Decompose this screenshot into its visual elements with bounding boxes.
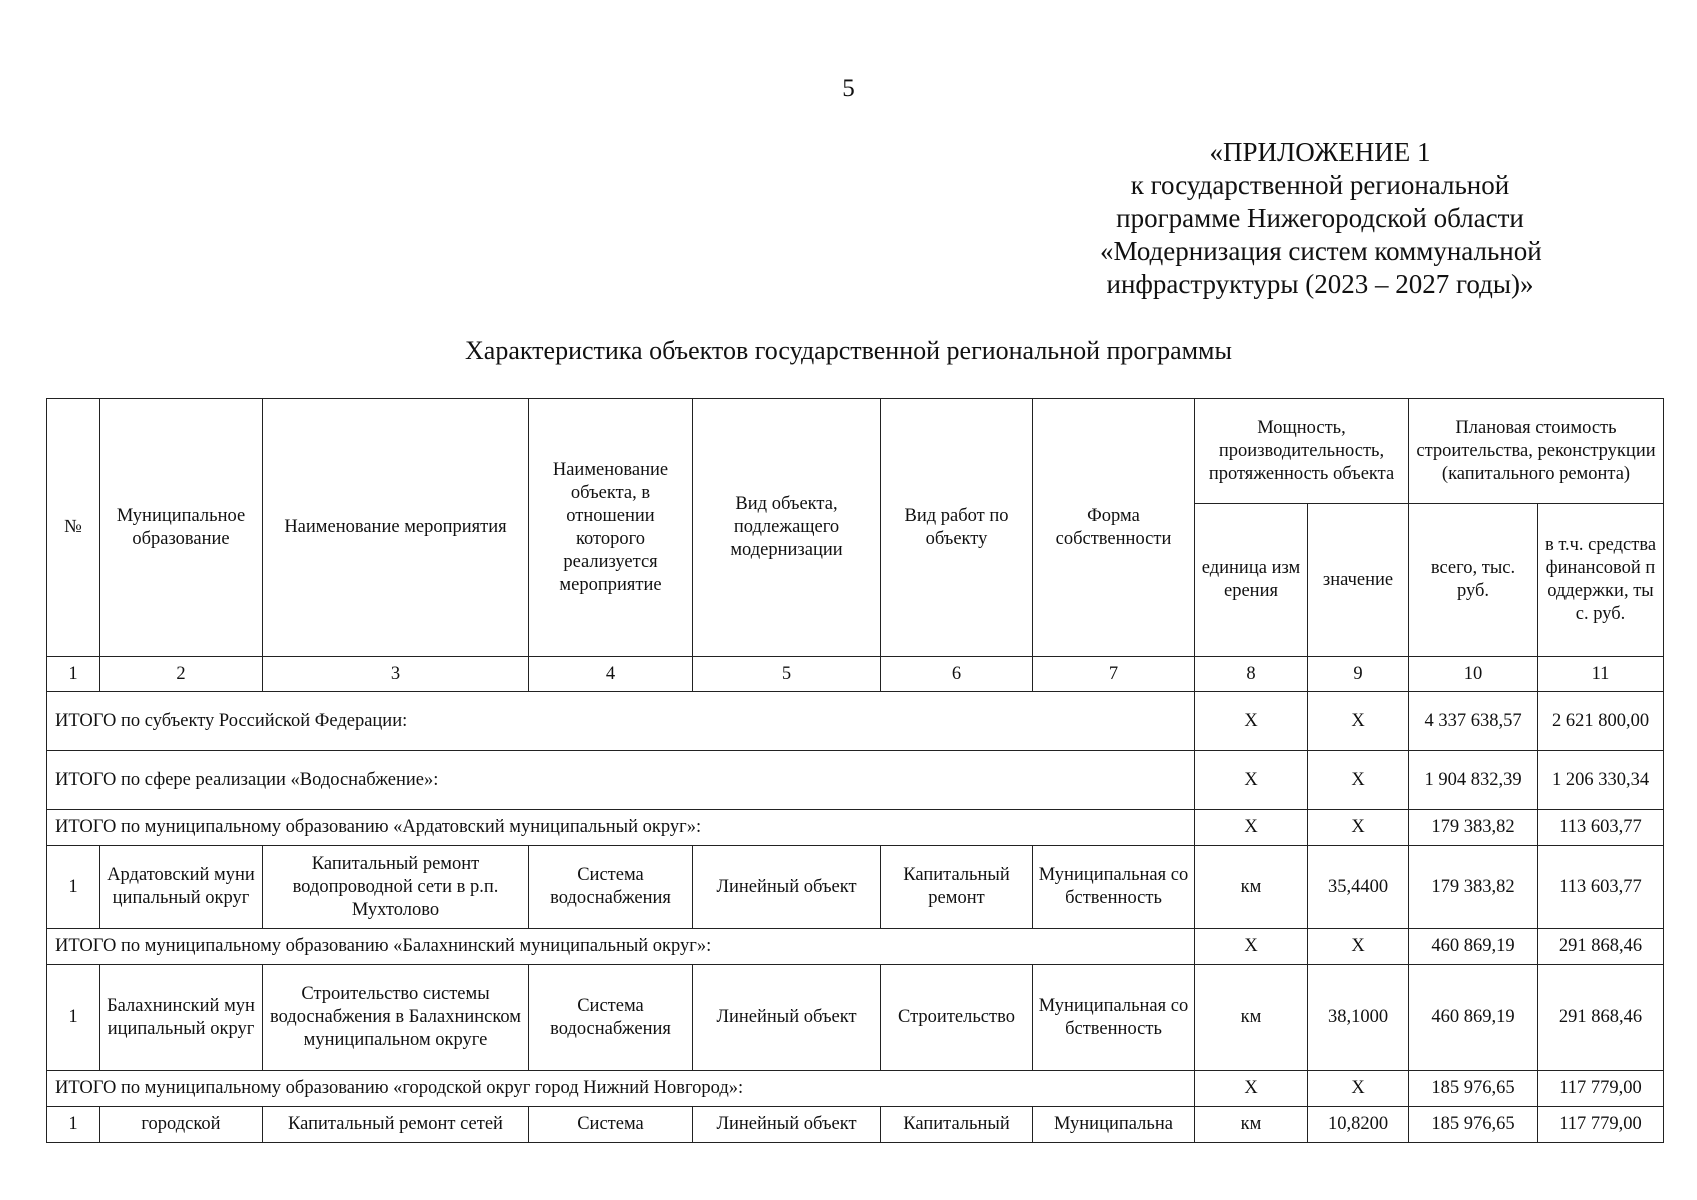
row-object-name: Система водоснабжения <box>529 846 693 929</box>
header-no: № <box>47 399 100 657</box>
total-label: ИТОГО по муниципальному образованию «Балахнинский муниципальный округ»: <box>47 929 1195 965</box>
appendix-heading <box>1100 136 1540 301</box>
total-cost: 1 904 832,39 <box>1409 751 1538 810</box>
total-label: ИТОГО по муниципальному образованию «городской округ город Нижний Новгород»: <box>47 1071 1195 1107</box>
objects-table <box>46 398 1664 1143</box>
column-number: 5 <box>693 657 881 692</box>
column-number: 1 <box>47 657 100 692</box>
total-support: 117 779,00 <box>1538 1071 1664 1107</box>
total-support: 113 603,77 <box>1538 810 1664 846</box>
row-unit: км <box>1195 1107 1308 1143</box>
row-ownership: Муниципальна <box>1033 1107 1195 1143</box>
page-number: 5 <box>842 75 855 102</box>
header-municipality: Муниципальное образование <box>100 399 263 657</box>
row-activity: Капитальный ремонт водопроводной сети в р.п. Мухтолово <box>263 846 529 929</box>
total-value: Х <box>1308 1071 1409 1107</box>
row-activity: Строительство системы водоснабжения в Балахнинском муниципальном округе <box>263 965 529 1071</box>
total-cost: 4 337 638,57 <box>1409 692 1538 751</box>
total-value: Х <box>1308 692 1409 751</box>
column-number: 3 <box>263 657 529 692</box>
row-municipality: Балахнинский муниципальный округ <box>100 965 263 1071</box>
column-numbers-row <box>47 657 1664 692</box>
table-row <box>47 965 1664 1071</box>
column-number: 7 <box>1033 657 1195 692</box>
row-work-type: Строительство <box>881 965 1033 1071</box>
total-label: ИТОГО по муниципальному образованию «Ардатовский муниципальный округ»: <box>47 810 1195 846</box>
row-work-type: Капитальный ремонт <box>881 846 1033 929</box>
row-no: 1 <box>47 1107 100 1143</box>
total-value: Х <box>1308 751 1409 810</box>
header-row <box>47 399 1664 504</box>
row-cost: 185 976,65 <box>1409 1107 1538 1143</box>
row-activity: Капитальный ремонт сетей <box>263 1107 529 1143</box>
column-number: 4 <box>529 657 693 692</box>
column-number: 10 <box>1409 657 1538 692</box>
header-object-name: Наименование объекта, в отношении которого реализуется мероприятие <box>529 399 693 657</box>
total-support: 1 206 330,34 <box>1538 751 1664 810</box>
table-row <box>47 846 1664 929</box>
column-number: 8 <box>1195 657 1308 692</box>
total-label: ИТОГО по сфере реализации «Водоснабжение»: <box>47 751 1195 810</box>
total-cost: 185 976,65 <box>1409 1071 1538 1107</box>
row-object-name: Система <box>529 1107 693 1143</box>
total-value: Х <box>1308 810 1409 846</box>
total-unit: Х <box>1195 929 1308 965</box>
total-unit: Х <box>1195 1071 1308 1107</box>
header-ownership: Форма собственности <box>1033 399 1195 657</box>
total-unit: Х <box>1195 692 1308 751</box>
total-support: 2 621 800,00 <box>1538 692 1664 751</box>
table-row <box>47 1107 1664 1143</box>
row-value: 35,4400 <box>1308 846 1409 929</box>
row-ownership: Муниципальная собственность <box>1033 846 1195 929</box>
header-cost-support: в т.ч. средства финансовой поддержки, тыс. руб. <box>1538 504 1664 657</box>
column-number: 6 <box>881 657 1033 692</box>
appendix-line: инфраструктуры (2023 – 2027 годы)» <box>1106 269 1534 299</box>
total-value: Х <box>1308 929 1409 965</box>
row-no: 1 <box>47 846 100 929</box>
total-row-balakhna <box>47 929 1664 965</box>
header-work-type: Вид работ по объекту <box>881 399 1033 657</box>
document-title: Характеристика объектов государственной региональной программы <box>465 336 1232 365</box>
appendix-line: программе Нижегородской области <box>1116 203 1524 233</box>
column-number: 11 <box>1538 657 1664 692</box>
row-work-type: Капитальный <box>881 1107 1033 1143</box>
total-row-ardatov <box>47 810 1664 846</box>
total-unit: Х <box>1195 810 1308 846</box>
row-object-type: Линейный объект <box>693 846 881 929</box>
header-activity: Наименование мероприятия <box>263 399 529 657</box>
total-row-water <box>47 751 1664 810</box>
row-support: 117 779,00 <box>1538 1107 1664 1143</box>
header-value: значение <box>1308 504 1409 657</box>
row-value: 38,1000 <box>1308 965 1409 1071</box>
appendix-line: к государственной региональной <box>1130 170 1510 200</box>
row-support: 113 603,77 <box>1538 846 1664 929</box>
appendix-line: «Модернизация систем коммунальной <box>1100 236 1542 266</box>
total-row-subject <box>47 692 1664 751</box>
header-object-type: Вид объекта, подлежащего модернизации <box>693 399 881 657</box>
row-ownership: Муниципальная собственность <box>1033 965 1195 1071</box>
total-support: 291 868,46 <box>1538 929 1664 965</box>
header-cost-group: Плановая стоимость строительства, реконструкции (капитального ремонта) <box>1409 399 1664 504</box>
total-cost: 460 869,19 <box>1409 929 1538 965</box>
row-unit: км <box>1195 846 1308 929</box>
row-no: 1 <box>47 965 100 1071</box>
total-row-nizhny-novgorod <box>47 1071 1664 1107</box>
row-value: 10,8200 <box>1308 1107 1409 1143</box>
header-unit: единица измерения <box>1195 504 1308 657</box>
appendix-line: «ПРИЛОЖЕНИЕ 1 <box>1209 137 1431 167</box>
column-number: 2 <box>100 657 263 692</box>
row-object-type: Линейный объект <box>693 1107 881 1143</box>
row-support: 291 868,46 <box>1538 965 1664 1071</box>
column-number: 9 <box>1308 657 1409 692</box>
row-municipality: городской <box>100 1107 263 1143</box>
row-unit: км <box>1195 965 1308 1071</box>
row-cost: 460 869,19 <box>1409 965 1538 1071</box>
row-object-type: Линейный объект <box>693 965 881 1071</box>
total-cost: 179 383,82 <box>1409 810 1538 846</box>
row-cost: 179 383,82 <box>1409 846 1538 929</box>
total-unit: Х <box>1195 751 1308 810</box>
header-cost-total: всего, тыс. руб. <box>1409 504 1538 657</box>
row-object-name: Система водоснабжения <box>529 965 693 1071</box>
row-municipality: Ардатовский муниципальный округ <box>100 846 263 929</box>
header-capacity-group: Мощность, производительность, протяженность объекта <box>1195 399 1409 504</box>
total-label: ИТОГО по субъекту Российской Федерации: <box>47 692 1195 751</box>
